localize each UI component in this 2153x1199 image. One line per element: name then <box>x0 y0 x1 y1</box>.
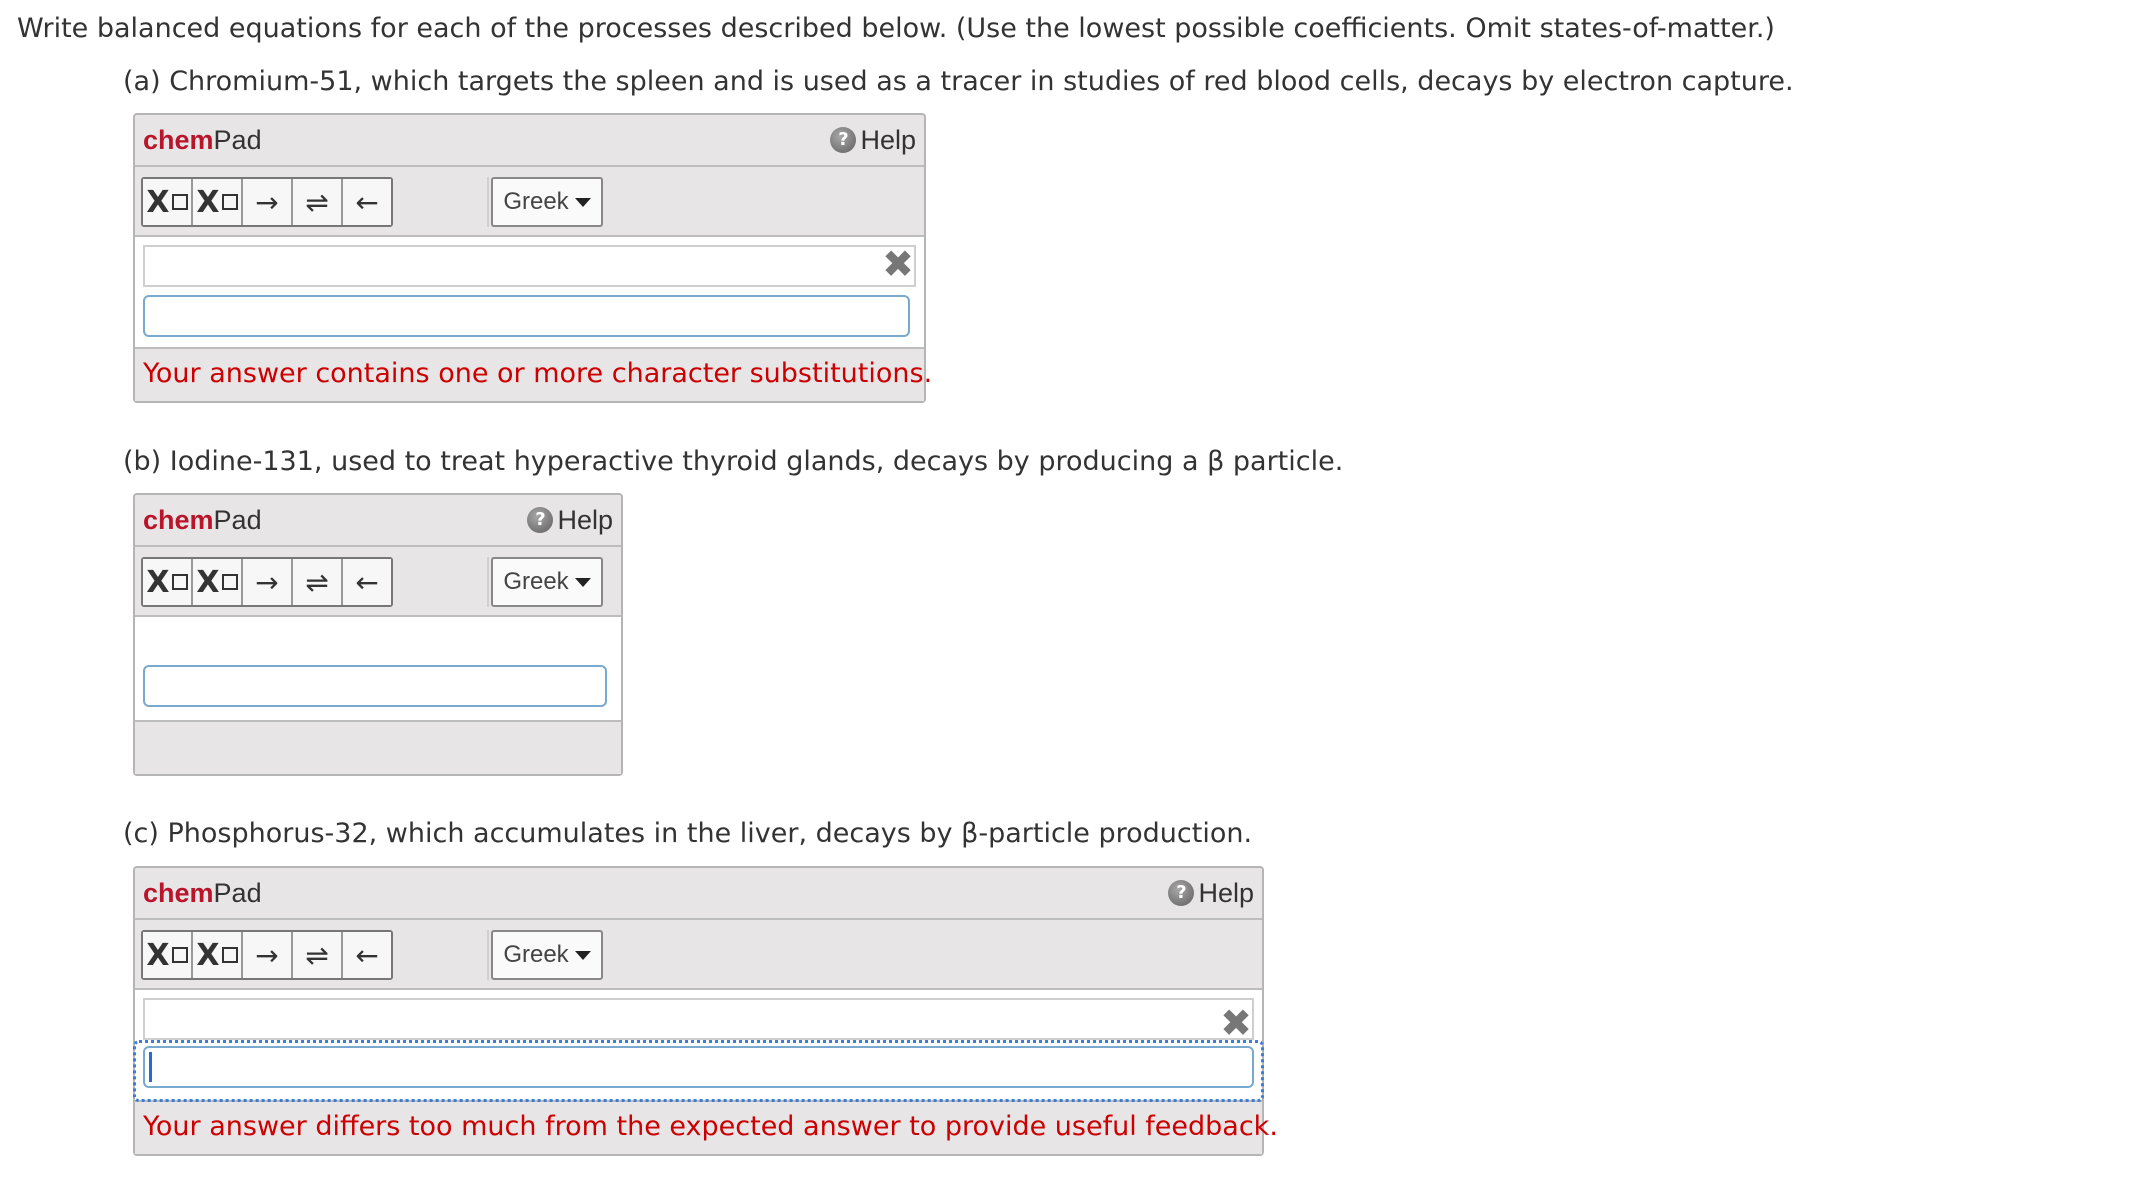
equation-input[interactable] <box>143 295 910 337</box>
help-button[interactable]: ? Help <box>1168 878 1254 908</box>
help-button[interactable]: ? Help <box>527 505 613 535</box>
format-button-group <box>141 557 393 607</box>
instruction-text: Write balanced equations for each of the processes described below. (Use the lowest possible coefficients. Omit states-of-matter.) <box>17 13 1775 44</box>
chempad-header <box>135 495 621 547</box>
question-a-label: (a) Chromium-51, which targets the spleen and is used as a tracer in studies of red blood cells, decays by electron capture. <box>123 66 1794 97</box>
chempad-body <box>135 237 924 351</box>
chempad-title: chemPad <box>143 505 262 535</box>
superscript-button[interactable]: X <box>193 179 243 225</box>
caret-down-icon <box>575 578 591 587</box>
chempad-title: chemPad <box>143 125 262 155</box>
help-icon: ? <box>1168 880 1194 906</box>
format-button-group <box>141 930 393 980</box>
greek-dropdown[interactable]: Greek <box>491 557 603 607</box>
chempad-feedback-bar <box>135 347 933 401</box>
question-b-label: (b) Iodine-131, used to treat hyperactive thyroid glands, decays by producing a β particle. <box>123 446 1344 477</box>
help-icon: ? <box>830 127 856 153</box>
close-icon[interactable]: ✖ <box>1220 1001 1252 1045</box>
greek-dropdown[interactable]: Greek <box>491 177 603 227</box>
feedback-message: Your answer differs too much from the expected answer to provide useful feedback. <box>143 1111 1278 1142</box>
close-icon[interactable]: ✖ <box>882 242 914 286</box>
help-icon: ? <box>527 507 553 533</box>
subscript-button[interactable]: X <box>143 932 193 978</box>
equation-preview <box>143 998 1254 1045</box>
equation-input[interactable] <box>143 1046 1254 1088</box>
equation-input[interactable] <box>143 665 607 707</box>
chempad-toolbar <box>135 547 621 617</box>
equilibrium-arrow-button[interactable]: ⇌ <box>293 179 343 225</box>
equilibrium-arrow-button[interactable]: ⇌ <box>293 932 343 978</box>
chempad-header <box>135 868 1262 920</box>
help-button[interactable]: ? Help <box>830 125 916 155</box>
superscript-button[interactable]: X <box>193 559 243 605</box>
equilibrium-arrow-button[interactable]: ⇌ <box>293 559 343 605</box>
subscript-button[interactable]: X <box>143 179 193 225</box>
caret-down-icon <box>575 198 591 207</box>
greek-dropdown[interactable]: Greek <box>491 930 603 980</box>
toolbar-divider <box>487 930 489 980</box>
chempad-title: chemPad <box>143 878 262 908</box>
toolbar-divider <box>487 177 489 227</box>
chempad-toolbar <box>135 920 1262 990</box>
left-arrow-button[interactable]: ← <box>343 179 391 225</box>
chempad-b <box>133 493 623 776</box>
text-cursor <box>149 1052 152 1082</box>
chempad-toolbar <box>135 167 924 237</box>
equation-preview <box>143 242 916 287</box>
chempad-body <box>135 617 621 724</box>
left-arrow-button[interactable]: ← <box>343 932 391 978</box>
chempad-a <box>133 113 933 403</box>
reaction-arrow-button[interactable]: → <box>243 179 293 225</box>
feedback-message: Your answer contains one or more character substitutions. <box>143 358 933 389</box>
toolbar-divider <box>487 557 489 607</box>
superscript-button[interactable]: X <box>193 932 243 978</box>
chempad-feedback-bar <box>135 1100 1278 1154</box>
reaction-arrow-button[interactable]: → <box>243 932 293 978</box>
chempad-header <box>135 115 924 167</box>
chempad-feedback-bar <box>135 720 621 774</box>
question-c-label: (c) Phosphorus-32, which accumulates in the liver, decays by β-particle production. <box>123 818 1253 849</box>
subscript-button[interactable]: X <box>143 559 193 605</box>
format-button-group <box>141 177 393 227</box>
left-arrow-button[interactable]: ← <box>343 559 391 605</box>
caret-down-icon <box>575 951 591 960</box>
reaction-arrow-button[interactable]: → <box>243 559 293 605</box>
chempad-c <box>133 866 1278 1156</box>
chempad-body <box>135 990 1262 1104</box>
